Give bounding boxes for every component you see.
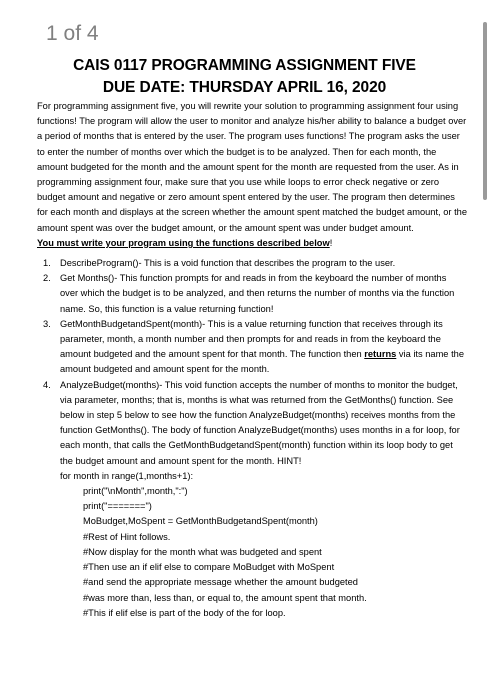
- code-line: print("======="): [83, 501, 152, 512]
- intro-section: [37, 99, 467, 251]
- item-number: 4.: [43, 379, 51, 390]
- must-write-exclamation: !: [329, 237, 333, 248]
- item-number: 2.: [43, 273, 51, 284]
- code-line: #was more than, less than, or equal to, the amount spent that month.: [83, 592, 367, 603]
- list-item: [37, 317, 467, 378]
- scrollbar[interactable]: [483, 22, 487, 200]
- item-text: DescribeProgram()- This is a void function that describes the program to the user.: [60, 258, 396, 269]
- page-indicator: 1 of 4: [46, 22, 99, 45]
- item-number: 1.: [43, 258, 51, 269]
- returns-emphasis: returns: [364, 349, 397, 360]
- list-item: [37, 256, 467, 271]
- document-body: [37, 99, 467, 621]
- code-line: print("\nMonth",month,":"): [83, 486, 188, 497]
- code-line: #Rest of Hint follows.: [83, 531, 171, 542]
- code-line: for month in range(1,months+1):: [60, 470, 194, 481]
- must-write-emphasis: You must write your program using the functions described below: [37, 237, 330, 248]
- hint-code-block: [60, 469, 467, 621]
- item-text-after: via its name the amount budgeted and amount spent for the month.: [60, 349, 464, 375]
- code-line: #This if elif else is part of the body of the for loop.: [83, 607, 286, 618]
- code-line: #Then use an if elif else to compare MoBudget with MoSpent: [83, 562, 335, 573]
- item-text-before: GetMonthBudgetandSpent(month)- This is a value returning function that receives through its parameter, month, a month number and then prompts for and reads in from the keyboard the amount budgeted and the amount spent for that month. The function then: [60, 318, 443, 360]
- code-line: MoBudget,MoSpent = GetMonthBudgetandSpent(month): [83, 516, 318, 527]
- code-line: #and send the appropriate message whether the amount budgeted: [83, 577, 358, 588]
- item-text: Get Months()- This function prompts for and reads in from the keyboard the number of months over which the budget is to be analyzed, and then returns the number of months via the function name. So, this function is a value returning function!: [60, 273, 455, 314]
- code-line: #Now display for the month what was budgeted and spent: [83, 546, 322, 557]
- item-text: AnalyzeBudget(months)- This void function accepts the number of months to monitor the budget, via parameter, months; that is, months is what was returned from the GetMonths() function. See below in step 5 below to see how the function AnalyzeBudget(months) receives months from the function GetMonths(). The body of function AnalyzeBudget(months) uses months in a for loop, for each month, that calls the GetMonthBudgetandSpent(month) function within its loop body to get the budget amount and amount spent for the month. HINT!: [60, 379, 460, 466]
- list-item: [37, 378, 467, 621]
- title-line-1: CAIS 0117 PROGRAMMING ASSIGNMENT FIVE: [73, 57, 416, 74]
- function-list: [37, 256, 467, 621]
- must-write-line: [37, 236, 467, 251]
- document-title: [0, 55, 489, 99]
- intro-paragraph: For programming assignment five, you will rewrite your solution to programming assignment four using functions! The program will allow the user to monitor and analyze his/her ability to balance a budget over a period of months that is entered by the user. The program uses functions! The program asks the user to enter the number of months over which the budget is to be analyzed. Then for each month, the amount budgeted for the month and the amount spent for the month are requested from the user. As in programming assignment four, make sure that you use while loops to error check negative or zero budget amount and negative or zero amount spent entered by the user. The program then determines for each month and displays at the screen whether the amount spent matched the budget amount, or the amount spent was over the budget amount, or the amount spent was under budget amount.: [37, 101, 467, 233]
- title-line-2: DUE DATE: THURSDAY APRIL 16, 2020: [102, 79, 387, 96]
- item-number: 3.: [43, 318, 51, 329]
- list-item: [37, 271, 467, 317]
